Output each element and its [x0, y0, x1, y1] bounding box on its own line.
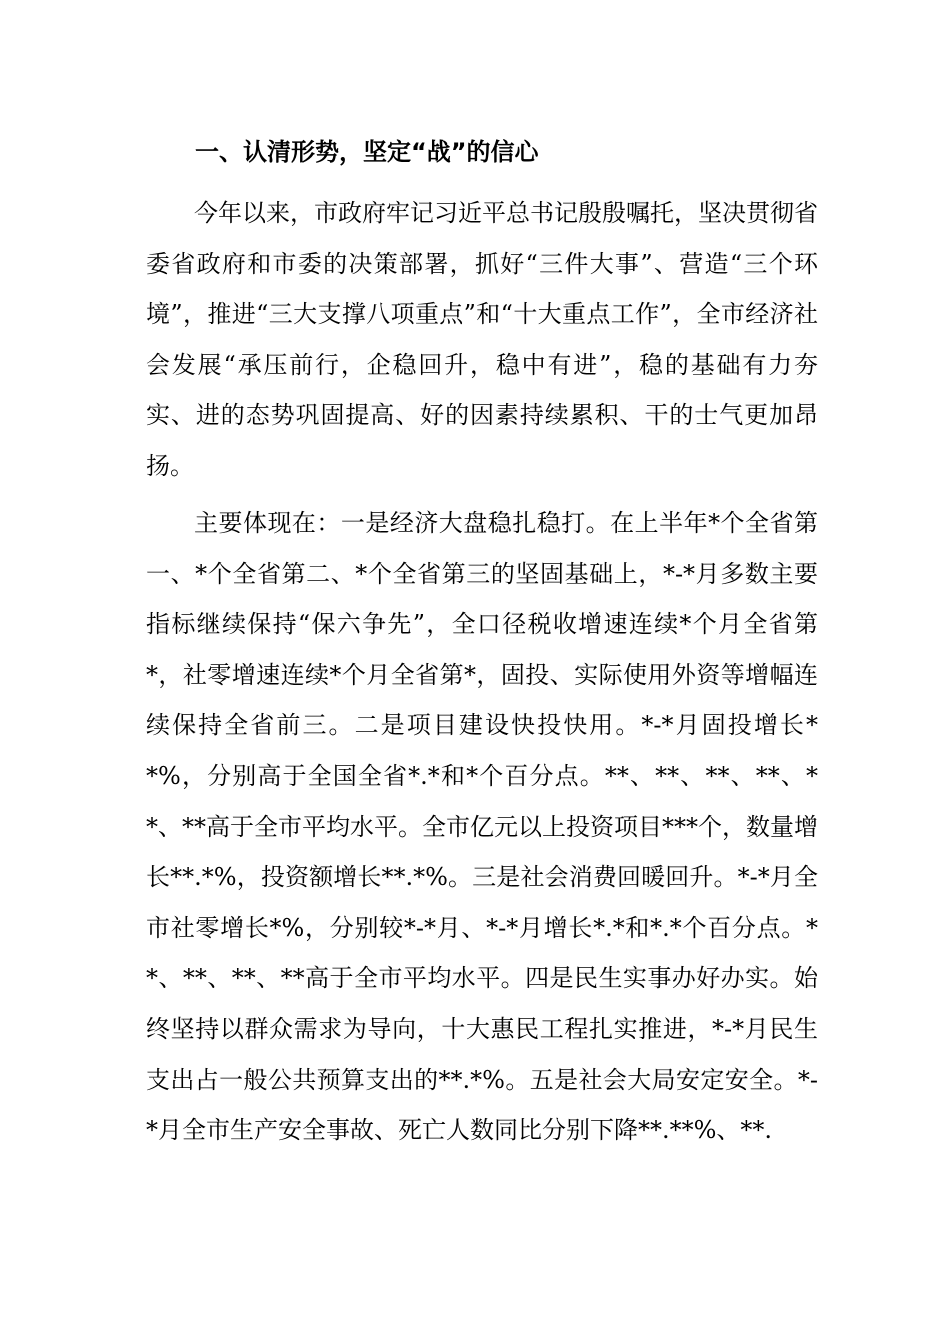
paragraph-highlights: 主要体现在：一是经济大盘稳扎稳打。在上半年*个全省第一、*个全省第二、*个全省第三的坚固基础上，*-*月多数主要指标继续保持“保六争先”，全口径税收增速连续*个月全省第*，社零增速连续*个月全省第*，固投、实际使用外资等增幅连续保持全省前三。二是项目建设快投快用。*-*月固投增长**%，分别高于全国全省*.*和*个百分点。**、**、**、**、**、**高于全市平均水平。全市亿元以上投资项目***个，数量增长**.*%，投资额增长**.*%。三是社会消费回暖回升。*-*月全市社零增长*%，分别较*-*月、*-*月增长*.*和*.*个百分点。**、**、**、**高于全市平均水平。四是民生实事办好办实。始终坚持以群众需求为导向，十大惠民工程扎实推进，*-*月民生支出占一般公共预算支出的**.*%。五是社会大局安定安全。*-*月全市生产安全事故、死亡人数同比分别下降**.**%、**.	[146, 509, 818, 1145]
paragraph-overview: 今年以来，市政府牢记习近平总书记殷殷嘱托，坚决贯彻省委省政府和市委的决策部署，抓好“三件大事”、营造“三个环境”，推进“三大支撑八项重点”和“十大重点工作”，全市经济社会发展“承压前行，企稳回升，稳中有进”，稳的基础有力夯实、进的态势巩固提高、好的因素持续累积、干的士气更加昂扬。	[146, 199, 818, 480]
section-heading: 一、认清形势，坚定“战”的信心	[195, 138, 539, 166]
